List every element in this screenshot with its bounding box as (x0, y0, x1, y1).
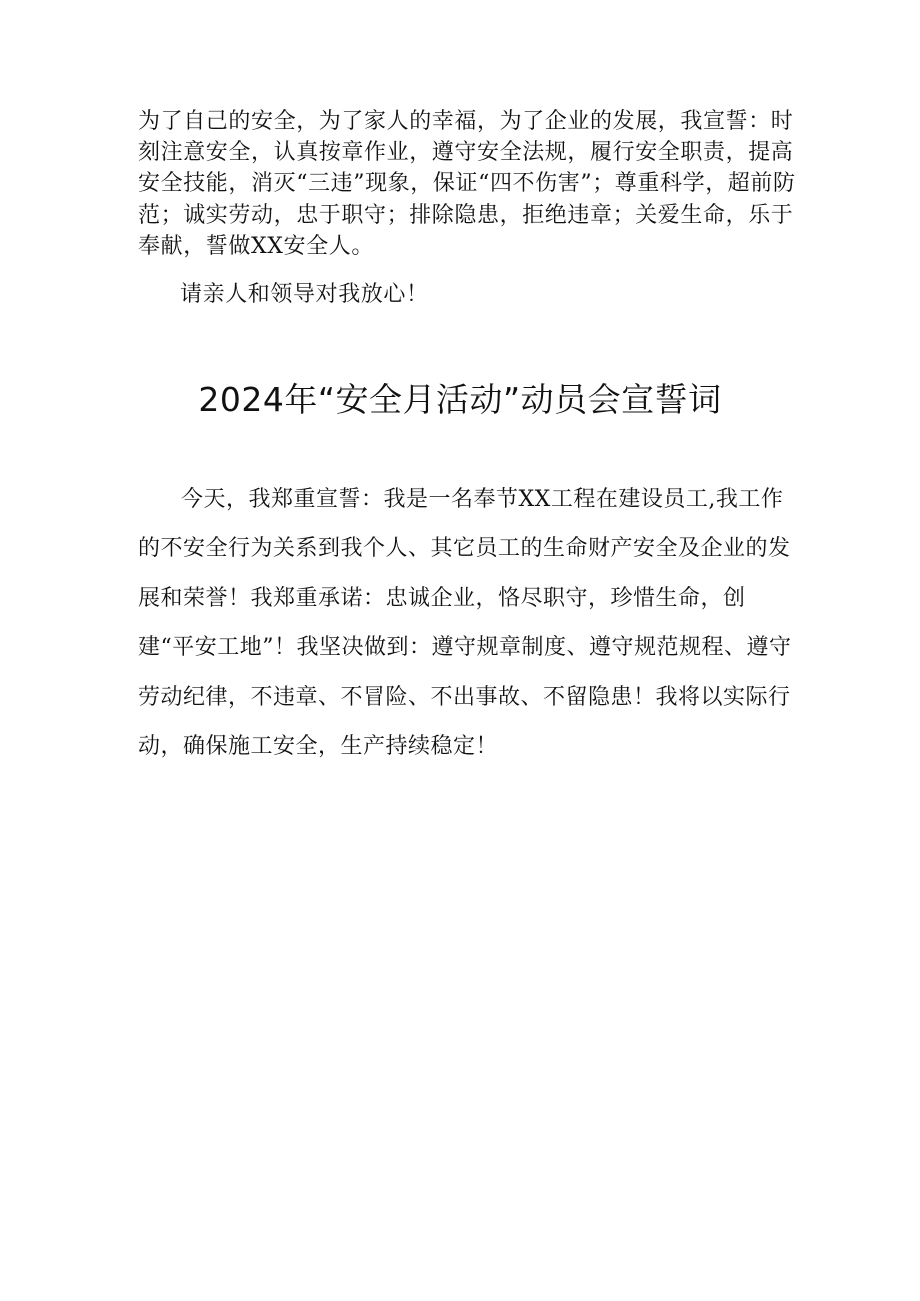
closing-paragraph: 请亲人和领导对我放心！ (180, 282, 429, 307)
section-title: 2024年“安全月活动”动员会宣誓词 (198, 380, 722, 419)
oath-paragraph: 为了自己的安全，为了家人的幸福，为了企业的发展，我宣誓：时刻注意安全，认真按章作业，遵守安全法规，履行安全职责，提高安全技能，消灭“三违”现象，保证“四不伤害”；尊重科学，超前防范；诚实劳动，忠于职守；排除隐患，拒绝违章；关爱生命，乐于奉献，誓做XX安全人。 (138, 109, 796, 259)
section-body-paragraph: 今天，我郑重宣誓：我是一名奉节XX工程在建设员工,我工作的不安全行为关系到我个人、其它员工的生命财产安全及企业的发展和荣誉！我郑重承诺：忠诚企业，恪尽职守，珍惜生命，创建“平安工地”！我坚决做到：遵守规章制度、遵守规范规程、遵守劳动纪律，不违章、不冒险、不出事故、不留隐患！我将以实际行动，确保施工安全，生产持续稳定！ (138, 487, 792, 760)
